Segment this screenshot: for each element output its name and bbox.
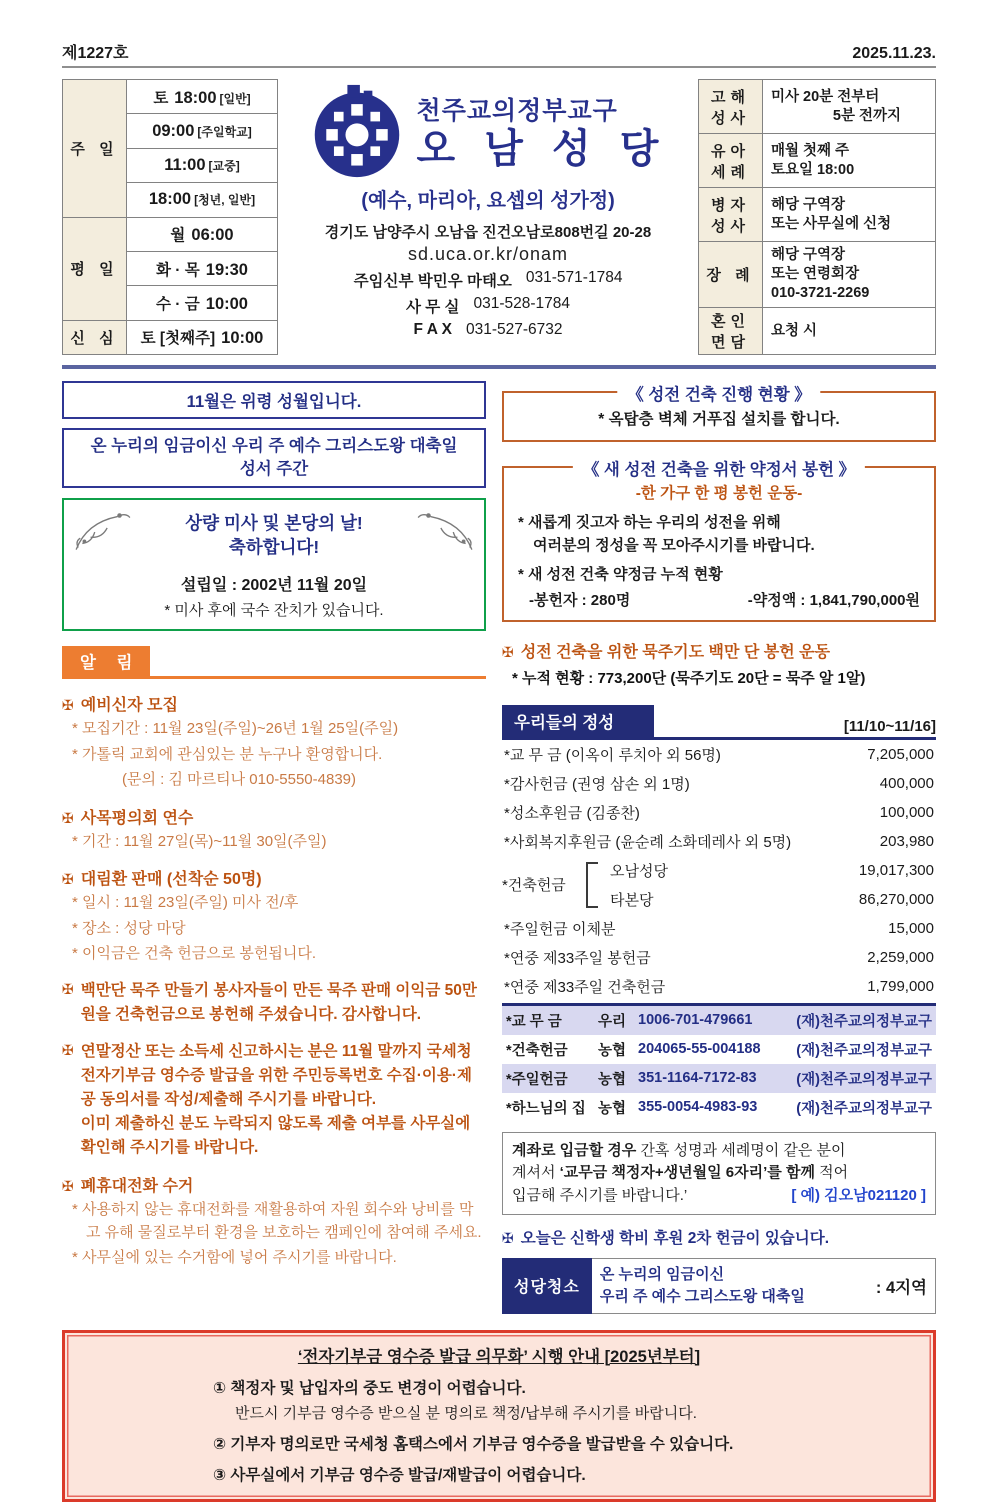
offering-amount: 203,980 (879, 832, 934, 850)
cross-icon: ✠ (502, 643, 514, 660)
pastor-phone: 031-571-1784 (525, 269, 623, 286)
table-row (608, 885, 936, 914)
mass-day: 토 [첫째주] (140, 330, 216, 348)
contact-fax (290, 321, 686, 339)
church-header (290, 79, 686, 355)
pledge-line: 여러분의 정성을 꼭 모아주시기를 바랍니다. (533, 536, 815, 554)
account-label: *교 무 금 (506, 1013, 562, 1030)
pledge-box (502, 461, 936, 622)
offering-label: 오남성당 (610, 862, 668, 880)
table-row (502, 972, 936, 1001)
offering-amount: 19,017,300 (858, 861, 934, 879)
deposit-note-text: 간혹 성명과 세례명이 같은 분이 (636, 1141, 846, 1159)
offering-label: *연중 제33주일 건축헌금 (504, 978, 666, 996)
fax-phone: 031-527-6732 (465, 321, 563, 338)
sacrament-line: 010-3721-2269 (771, 284, 870, 301)
sacrament-line: 5분 전까지 (832, 107, 901, 124)
issue-number: 제1227호 (62, 45, 129, 62)
offering-label: *사회복지후원금 (윤순례 소화데레사 외 5명) (504, 833, 792, 851)
diocese-name: 천주교의정부교구 (416, 96, 618, 125)
seminarian-notice (502, 1226, 936, 1248)
sacrament-line: 토요일 18:00 (771, 161, 855, 178)
cleaning-zone: : 4지역 (875, 1278, 927, 1297)
left-column (62, 379, 486, 1314)
rosary-title: 성전 건축을 위한 묵주기도 백만 단 봉헌 운동 (520, 643, 831, 661)
notice-bullet: * 일시 : 11월 23일(주일) 미사 전/후 (72, 894, 299, 912)
cross-icon: ✠ (62, 697, 74, 714)
notice-bullet: * 사무실에 있는 수거함에 넣어 주시기를 바랍니다. (72, 1249, 397, 1267)
table-row (63, 217, 278, 251)
mass-day: 월 (170, 227, 186, 245)
table-row (502, 943, 936, 972)
account-bank: 우리 (598, 1013, 627, 1030)
deposit-note-text: 계좌로 입금할 경우 (512, 1141, 637, 1159)
receipt-title: ‘전자기부금 영수증 발급 의무화’ 시행 안내 [2025년부터] (297, 1347, 701, 1366)
account-org: (재)천주교의정부교구 (796, 1013, 932, 1030)
rosary-campaign (502, 639, 936, 688)
offering-amount: 100,000 (879, 803, 934, 821)
offering-amount: 7,205,000 (867, 745, 934, 763)
table-row (699, 80, 936, 134)
floral-ornament-icon (414, 508, 476, 554)
sacrament-line: 또는 사무실에 신청 (771, 215, 892, 232)
cleaning-duty-row (502, 1258, 936, 1314)
offering-amount: 2,259,000 (867, 948, 934, 966)
sacrament-label: 장 례 (699, 242, 763, 308)
construction-progress-body: * 옥탑층 벽체 거푸집 설치를 합니다. (598, 411, 840, 428)
table-row (699, 134, 936, 188)
notice-bullet: * 가톨릭 교회에 관심있는 분 누구나 환영합니다. (72, 745, 383, 763)
table-row (502, 1035, 936, 1064)
mass-time: 10:00 (221, 329, 264, 348)
pledge-donors: -봉헌자 : 280명 (529, 591, 631, 609)
deposit-note-box (502, 1132, 936, 1216)
celebration-title: 상량 미사 및 본당의 날! 축하합니다! (185, 513, 363, 557)
bulletin-date: 2025.11.23. (852, 45, 936, 62)
sacraments-table (698, 79, 936, 355)
celebration-note: * 미사 후에 국수 잔치가 있습니다. (164, 602, 384, 620)
offering-label: 타본당 (610, 891, 654, 909)
sacrament-label: 혼인면담 (699, 308, 763, 355)
offering-label: *감사헌금 (권영 삼손 외 1명) (504, 775, 690, 793)
notice-bullet: * 사용하지 않는 휴대전화를 재활용하여 자원 회수와 낭비를 막고 유해 물질로부터 환경을 보호하는 캠페인에 참여해 주세요. (72, 1201, 482, 1241)
account-number: 351-1164-7172-83 (638, 1070, 757, 1086)
mass-note: [일반] (219, 91, 251, 106)
celebration-box (62, 498, 486, 631)
notice-title: 폐휴대전화 수거 (80, 1178, 194, 1196)
sacrament-label: 유아세례 (699, 134, 763, 188)
sacrament-line: 요청 시 (771, 322, 818, 339)
account-number: 204065-55-004188 (638, 1041, 761, 1057)
deposit-note-text: 입금해 주시기를 바랍니다.’ (512, 1186, 688, 1204)
notice-paragraph: 백만단 묵주 만들기 봉사자들이 만든 묵주 판매 이익금 50만원을 건축헌금으로 봉헌해 주셨습니다. 감사합니다. (80, 981, 477, 1023)
seminarian-text: 오늘은 신학생 학비 후원 2차 헌금이 있습니다. (520, 1230, 830, 1247)
feast-line: 성서 주간 (239, 460, 309, 479)
mass-note: [교중] (208, 158, 240, 173)
offering-label: *교 무 금 (이옥이 루치아 외 56명) (504, 746, 721, 764)
notice-item (62, 805, 486, 854)
construction-progress-title: 《 성전 건축 진행 현황 》 (617, 381, 820, 405)
account-label: *주일헌금 (506, 1071, 568, 1088)
sacrament-label: 고해성사 (699, 80, 763, 134)
cross-icon: ✠ (62, 871, 74, 888)
feast-box (62, 428, 486, 488)
notice-bullet: (문의 : 김 마르티나 010-5550-4839) (122, 771, 357, 789)
pastor-label: 주임신부 박민우 마태오 (353, 273, 512, 290)
mass-time: 19:30 (205, 260, 248, 279)
account-bank: 농협 (598, 1071, 627, 1088)
notice-bullet: * 기간 : 11월 27일(목)~11월 30일(주일) (72, 832, 327, 850)
rosary-status: * 누적 현황 : 773,200단 (묵주기도 20단 = 묵주 알 1알) (512, 669, 866, 687)
bank-accounts (502, 1003, 936, 1122)
account-bank: 농협 (598, 1100, 627, 1117)
deposit-example: [ 예) 김오남021120 ] (791, 1186, 926, 1204)
church-name: 오 남 성 당 (416, 126, 668, 171)
right-column (502, 379, 936, 1314)
sacrament-line: 해당 구역장 (771, 196, 846, 213)
account-label: *하느님의 집 (506, 1100, 586, 1117)
sacrament-line: 해당 구역장 (771, 247, 846, 264)
mass-time: 06:00 (191, 226, 234, 245)
notice-item (62, 1173, 486, 1270)
mass-time: 18:00 (174, 88, 217, 107)
table-row (502, 798, 936, 827)
receipt-item: ② 기부자 명의로만 국세청 홈택스에서 기부금 영수증을 발급받을 수 있습니다. (213, 1435, 734, 1453)
account-number: 1006-701-479661 (638, 1012, 753, 1028)
offerings-period: [11/10~11/16] (843, 717, 936, 735)
table-row (502, 914, 936, 943)
account-label: *건축헌금 (506, 1042, 568, 1059)
receipt-item: ① 책정자 및 납입자의 중도 변경이 어렵습니다. (213, 1379, 526, 1397)
notice-title: 예비신자 모집 (80, 697, 178, 715)
mass-note: [주일학교] (197, 124, 252, 139)
cleaning-line: 온 누리의 임금이신 (599, 1266, 725, 1283)
offering-label: *주일헌금 이체분 (504, 920, 616, 938)
offering-amount: 86,270,000 (858, 890, 934, 908)
notice-bullet: * 이익금은 건축 헌금으로 봉헌됩니다. (72, 945, 317, 963)
account-org: (재)천주교의정부교구 (796, 1071, 932, 1088)
mass-day: 토 (153, 89, 169, 107)
bracket-icon (586, 862, 598, 908)
mass-schedule-table (62, 79, 278, 355)
mass-time: 10:00 (205, 294, 248, 313)
mass-day: 수 · 금 (156, 295, 200, 313)
table-row (608, 856, 936, 885)
church-website: sd.uca.or.kr/onam (407, 244, 569, 264)
offering-amount: 1,799,000 (867, 977, 934, 995)
notice-paragraph: 연말정산 또는 소득세 신고하시는 분은 11월 말까지 국세청 전자기부금 영수증 발급을 위한 주민등록번호 수집·이용·제공 동의서를 작성/제출해 주시기를 바랍니다. (80, 1042, 472, 1108)
sacrament-line: 미사 20분 전부터 (771, 88, 880, 105)
header-divider (62, 365, 936, 369)
notice-bullet: * 장소 : 성당 마당 (72, 919, 186, 937)
notice-paragraph: 이미 제출하신 분도 누락되지 않도록 제출 여부를 사무실에 확인해 주시기를 바랍니다. (80, 1115, 471, 1157)
pledge-line: * 새 성전 건축 약정금 누적 현황 (518, 566, 723, 583)
receipt-item: ③ 사무실에서 기부금 영수증 발급/재발급이 어렵습니다. (213, 1466, 586, 1484)
deposit-note-text: ‘교무금 책정자+생년월일 6자리’를 함께 (559, 1164, 815, 1181)
sunday-label: 주 일 (63, 80, 127, 218)
offering-label: *연중 제33주일 봉헌금 (504, 949, 651, 967)
contact-pastor (290, 269, 686, 291)
pledge-title: 《 새 성전 건축을 위한 약정서 봉헌 》 (573, 456, 865, 480)
founding-date: 설립일 : 2002년 11월 20일 (180, 577, 368, 595)
offerings-title: 우리들의 정성 (502, 705, 654, 737)
cross-icon: ✠ (502, 1230, 514, 1246)
table-row (502, 769, 936, 798)
diocese-logo-icon (309, 83, 405, 179)
mass-day: 화 · 목 (156, 261, 200, 279)
offering-amount: 400,000 (879, 774, 934, 792)
cross-icon: ✠ (62, 809, 74, 826)
account-number: 355-0054-4983-93 (638, 1099, 758, 1115)
offering-label: *성소후원금 (김종찬) (504, 804, 640, 822)
offering-amount: 15,000 (888, 919, 934, 937)
notice-item (62, 1040, 486, 1160)
table-row (502, 1064, 936, 1093)
account-org: (재)천주교의정부교구 (796, 1100, 932, 1117)
cross-icon: ✠ (62, 980, 74, 997)
building-fund-row (502, 856, 936, 914)
sacrament-line: 또는 연령회장 (771, 266, 860, 283)
office-label: 사 무 실 (405, 299, 460, 316)
notice-bullet: * 모집기간 : 11월 23일(주일)~26년 1월 25일(주일) (72, 720, 399, 738)
table-row (699, 308, 936, 355)
notice-item (62, 866, 486, 966)
cleaning-label: 성당청소 (502, 1258, 592, 1314)
offering-label: *건축헌금 (502, 877, 566, 894)
header-section (62, 79, 936, 355)
pledge-subtitle: -한 가구 한 평 봉헌 운동- (635, 485, 803, 502)
deposit-note-text: 적어 (814, 1164, 849, 1181)
notice-item (62, 692, 486, 792)
masthead (62, 40, 936, 68)
receipt-notice-box (62, 1330, 936, 1502)
floral-ornament-icon (72, 508, 134, 554)
pledge-amount: -약정액 : 1,841,790,000원 (747, 591, 920, 609)
table-row (699, 188, 936, 242)
pledge-line: * 새롭게 짓고자 하는 우리의 성전을 위해 (518, 514, 781, 531)
mass-time: 11:00 (164, 155, 206, 174)
cross-icon: ✠ (62, 1178, 74, 1195)
cleaning-line: 우리 주 예수 그리스도왕 대축일 (599, 1287, 805, 1305)
contact-office (290, 295, 686, 317)
table-row (502, 740, 936, 769)
table-row (63, 80, 278, 114)
table-row (502, 827, 936, 856)
account-bank: 농협 (598, 1042, 627, 1059)
table-row (63, 320, 278, 354)
devotion-label: 신 심 (63, 320, 127, 354)
office-phone: 031-528-1784 (473, 295, 571, 312)
church-motto: (예수, 마리아, 요셉의 성가정) (361, 190, 615, 212)
fax-label: F A X (413, 321, 452, 338)
mass-time: 09:00 (152, 121, 195, 140)
mass-note: [청년, 일반] (194, 193, 256, 208)
mass-time: 18:00 (148, 190, 192, 209)
offerings-table (502, 740, 936, 1001)
offerings-header (502, 705, 936, 740)
weekday-label: 평 일 (63, 217, 127, 320)
notice-title: 사목평의회 연수 (80, 809, 194, 827)
construction-progress-box (502, 386, 936, 442)
account-org: (재)천주교의정부교구 (796, 1042, 932, 1059)
church-address: 경기도 남양주시 오남읍 진건오남로808번길 20-28 (324, 224, 652, 241)
notice-title: 대림환 판매 (선착순 50명) (80, 871, 262, 889)
table-row (502, 1006, 936, 1035)
table-row (502, 1093, 936, 1122)
notice-header (62, 646, 486, 679)
sacrament-label: 병자성사 (699, 188, 763, 242)
sacrament-line: 매월 첫째 주 (771, 142, 850, 159)
notice-item (62, 979, 486, 1027)
deposit-note-text: 계셔서 (512, 1164, 560, 1181)
feast-line: 온 누리의 임금이신 우리 주 예수 그리스도왕 대축일 (90, 437, 458, 455)
table-row (699, 242, 936, 308)
cross-icon: ✠ (62, 1041, 74, 1058)
notice-header-chip: 알 림 (62, 646, 150, 676)
memorial-month-box: 11월은 위령 성월입니다. (62, 381, 486, 419)
receipt-item-sub: 반드시 기부금 영수증 받으실 분 명의로 책정/납부해 주시기를 바랍니다. (235, 1404, 697, 1422)
